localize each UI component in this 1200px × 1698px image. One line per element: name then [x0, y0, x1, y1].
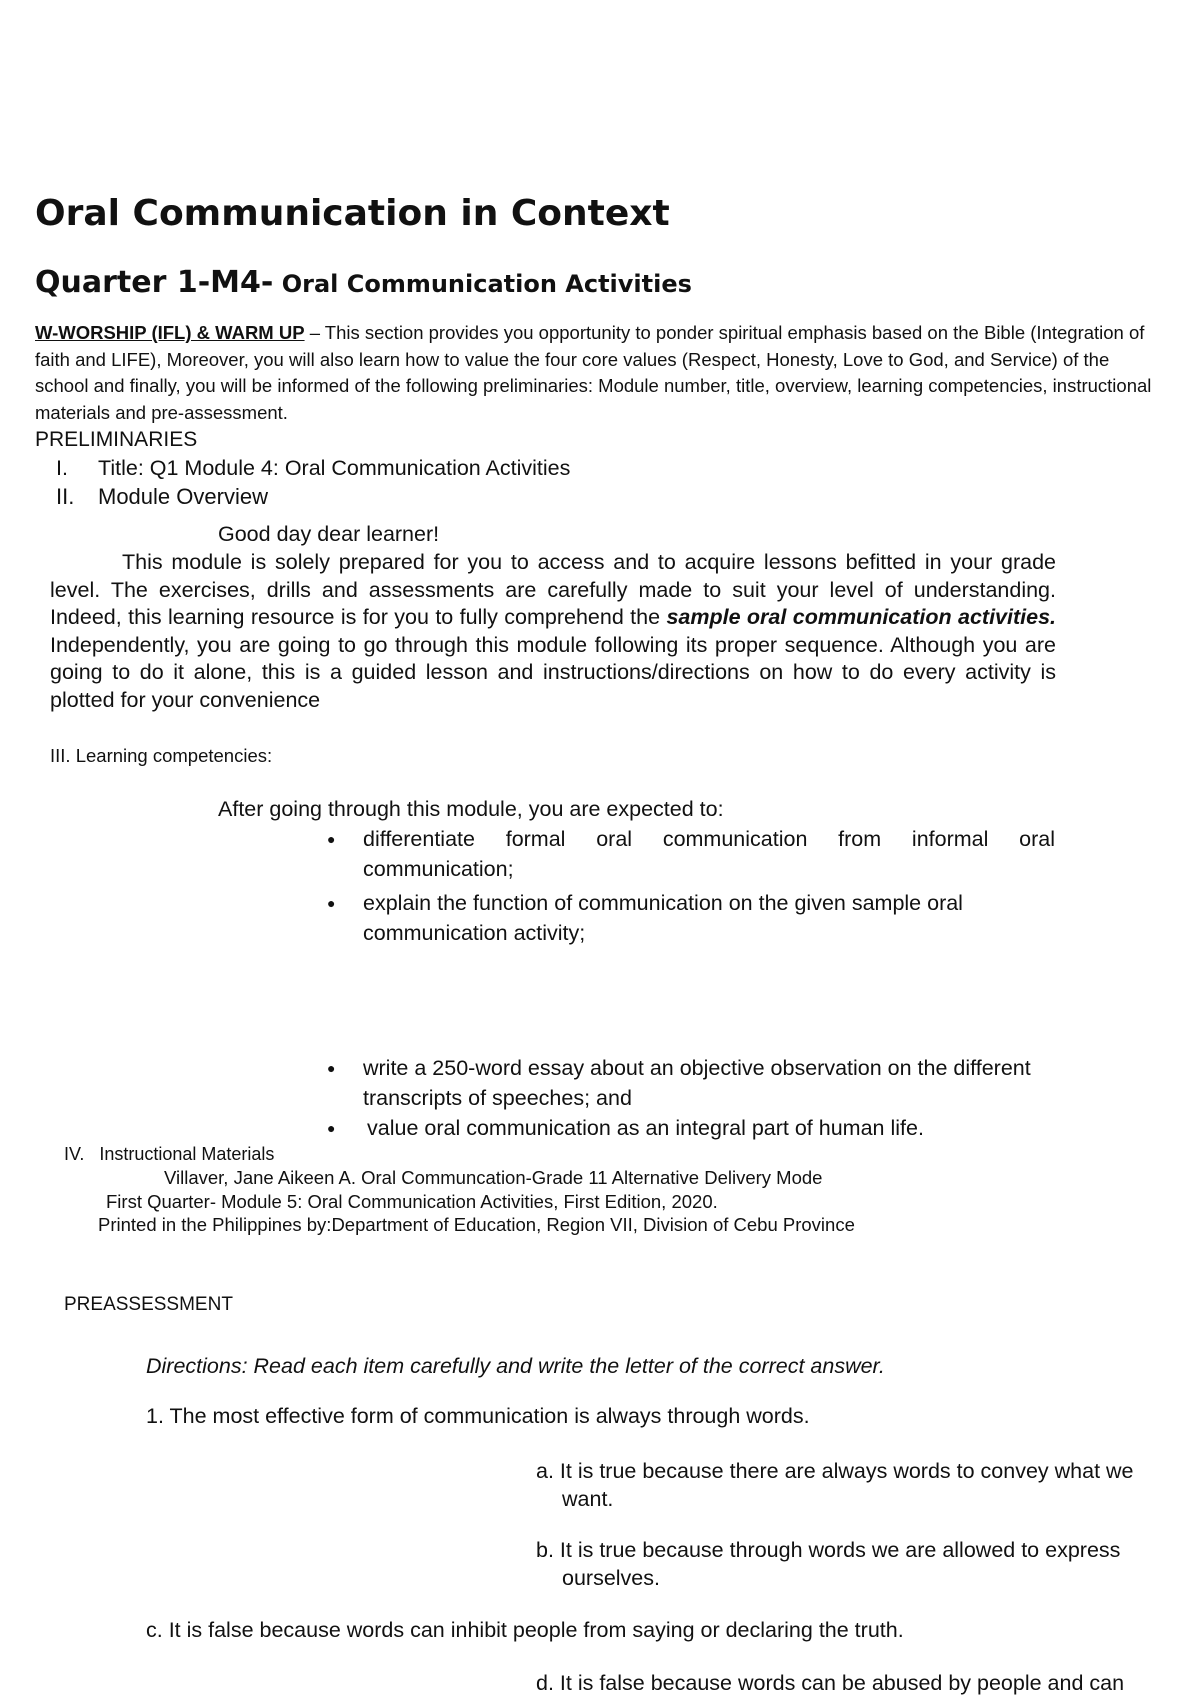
worship-warmup-paragraph: [35, 320, 1165, 426]
materials-line: Villaver, Jane Aikeen A. Oral Communcation-Grade 11 Alternative Delivery Mode: [164, 1167, 823, 1188]
preliminaries-heading: PRELIMINARIES: [35, 428, 198, 451]
subtitle-quarter: Quarter 1-M4-: [35, 265, 274, 300]
competencies-list-bottom: [327, 1053, 1055, 1143]
item-number: II.: [56, 484, 75, 509]
preassessment-heading: PREASSESSMENT: [64, 1294, 233, 1315]
option-c: c. It is false because words can inhibit people from saying or declaring the truth.: [146, 1618, 904, 1642]
subtitle-topic: Oral Communication Activities: [273, 270, 692, 298]
overview-emphasis: sample oral communication activities.: [666, 605, 1056, 629]
option-text: a. It is true because there are always words to convey what we want.: [536, 1459, 1134, 1511]
directions: Directions: Read each item carefully and write the letter of the correct answer.: [146, 1354, 885, 1378]
module-subtitle: [35, 265, 692, 300]
module-overview-paragraph: [50, 549, 1056, 714]
materials-heading: IV. Instructional Materials: [64, 1144, 275, 1164]
option-b: [536, 1536, 1200, 1592]
materials-line: Printed in the Philippines by:Department of Education, Region VII, Division of Cebu Province: [98, 1214, 855, 1235]
list-item: ● write a 250-word essay about an objective observation on the different transcripts of speeches; and: [327, 1053, 1055, 1113]
item-text: Title: Q1 Module 4: Oral Communication Activities: [98, 456, 571, 480]
list-item: ● value oral communication as an integral part of human life.: [327, 1113, 1055, 1143]
worship-warmup-lead: W-WORSHIP (IFL) & WARM UP: [35, 322, 305, 343]
preliminary-item-title: [56, 456, 570, 481]
question-1: 1. The most effective form of communication is always through words.: [146, 1404, 810, 1428]
competencies-list-top: [327, 824, 1055, 948]
materials-line: First Quarter- Module 5: Oral Communication Activities, First Edition, 2020.: [106, 1191, 718, 1212]
list-item: ● differentiate formal oral communication from informal oral communication;: [327, 824, 1055, 884]
overview-text-2: Independently, you are going to go through this module following its proper sequence. Although you are going to do it alone, this is a guided lesson and instructions/directions on how to do every activity is plotted for your convenience: [50, 632, 1056, 712]
option-a: [536, 1457, 1186, 1513]
worship-warmup-text: – This section provides you opportunity to ponder spiritual emphasis based on the Bible (Integration of faith and LIFE), Moreover, you will also learn how to value the four core values (Respect, Honesty, Love to God, and Service) of the school and finally, you will be informed of the following preliminaries: Module number, title, overview, learning competencies, instructional materials and pre-assessment.: [35, 322, 1152, 423]
document-title: Oral Communication in Context: [35, 193, 670, 234]
item-number: I.: [56, 456, 68, 480]
competencies-heading: III. Learning competencies:: [50, 745, 273, 766]
preliminary-item-overview: [56, 484, 268, 510]
list-item: ● explain the function of communication on the given sample oral communication activity;: [327, 888, 1055, 948]
overview-text-1: This module is solely prepared for you to access and to acquire lessons befitted in your grade level. The exercises, drills and assessments are carefully made to suit your level of understanding. Indeed, this learning resource is for you to fully comprehend the: [50, 550, 1056, 629]
item-text: Module Overview: [98, 484, 268, 509]
option-text: b. It is true because through words we are allowed to express ourselves.: [536, 1538, 1121, 1590]
option-d: d. It is false because words can be abused by people and can: [536, 1671, 1125, 1695]
greeting: Good day dear learner!: [218, 522, 440, 546]
competencies-intro: After going through this module, you are expected to:: [218, 797, 724, 821]
